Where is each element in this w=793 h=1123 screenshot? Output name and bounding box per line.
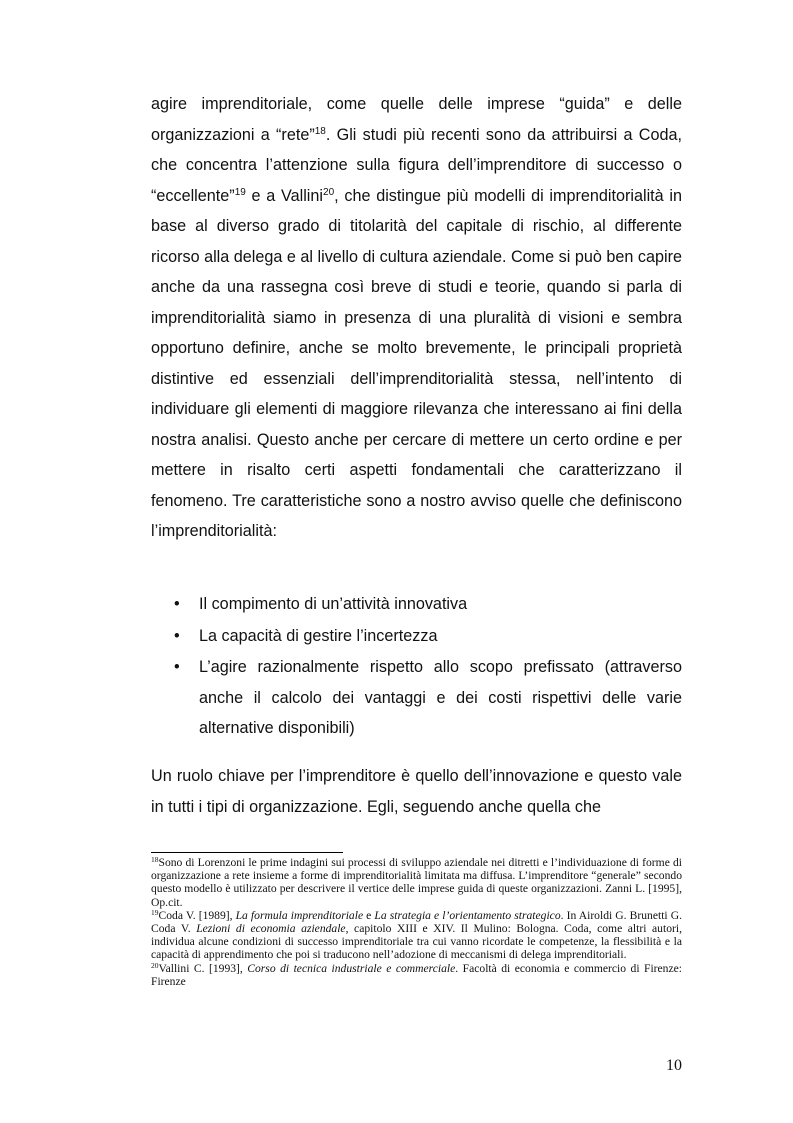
book-title: La strategia e l’orientamento strategico [374,908,561,922]
footnote-20 [151,962,682,988]
footnote-text: Vallini C. [1993], [158,961,248,975]
footnote-number: 18 [151,855,159,864]
footnote-text: . In Airoldi G. Brunetti G. Coda V. [151,908,683,936]
footnote-ref-20[interactable]: 20 [323,186,335,198]
footnote-ref-19[interactable]: 19 [234,186,246,198]
footnote-number: 19 [151,907,159,917]
footnote-text: . Facoltà di economia e commercio di Firenze: Firenze [151,961,682,988]
book-title: La formula imprenditoriale [235,908,364,922]
footnote-19 [151,909,682,962]
footnote-text: , capitolo XIII e XIV. Il Mulino: Bologna. Coda, come altri autori, individua alcune condizioni di successo imprenditoriale tra cui vanno ricordate le competenze, la flessibilità e la capacità di apprendimento che poi si traducono nell’adozione di meccanismi di delega imprenditoriali. [151,922,682,962]
paragraph-innovation: Un ruolo chiave per l’imprenditore è quello dell’innovazione e questo vale in tutti i tipi di organizzazione. Egli, seguendo anche quella che [151,767,682,816]
footnote-text: e [363,908,375,922]
footnote-text: Sono di Lorenzoni le prime indagini sui processi di sviluppo aziendale nei ditretti e l’individuazione di forme di organizzazione a rete insieme a forme di imprenditorialità limitata ma diffusa. L’imprenditore “generale” secondo questo modello è utilizzato per descrivere il vertice delle imprese guida di queste organizzazioni. Zanni L. [1995], Op.cit. [151,856,682,909]
text-run: e a Vallini [245,186,324,205]
list-item [151,621,682,652]
book-title: Lezioni di economia aziendale [196,922,346,936]
footnote-ref-18[interactable]: 18 [314,125,326,137]
text-run: agire imprenditoriale, come quelle delle imprese “guida” e delle organizzazioni a “rete” [151,95,682,144]
bullet-icon: • [174,658,180,676]
list-item [151,652,682,744]
list-item [151,589,682,620]
footnote-number: 20 [151,960,159,970]
page-number: 10 [666,1057,682,1074]
text-run: . Gli studi più recenti sono da attribuirsi a Coda, che concentra l’attenzione sulla figura dell’imprenditore di successo o “eccellente” [151,125,682,205]
book-title: Corso di tecnica industriale e commerciale [247,961,456,975]
list-item-text: La capacità di gestire l’incertezza [199,626,438,645]
text-run: , che distingue più modelli di imprenditorialità in base al diverso grado di titolarità del capitale di rischio, al differente ricorso alla delega e al livello di cultura aziendale. Come si può ben capire anche da una rassegna così breve di studi e teorie, quando si parla di imprenditorialità siamo in presenza di una pluralità di visioni e sembra opportuno definire, anche se molto brevemente, le principali proprietà distintive ed essenziali dell’imprenditorialità stessa, nell’intento di individuare gli elementi di maggiore rilevanza che interessano ai fini della nostra analisi. Questo anche per cercare di mettere un certo ordine e per mettere in risalto certi aspetti fondamentali che caratterizzano il fenomeno. Tre caratteristiche sono a nostro avviso quelle che definiscono l’imprenditorialità: [151,186,683,540]
footnotes [151,856,682,988]
characteristics-list [151,589,682,745]
footnote-divider [151,852,343,853]
footnote-18 [151,856,682,909]
list-item-text: Il compimento di un’attività innovativa [199,595,468,613]
footnote-text: Coda V. [1989], [158,908,236,922]
bullet-icon: • [174,595,180,613]
bullet-icon: • [174,626,180,645]
paragraph-intro [151,89,682,547]
list-item-text: L’agire razionalmente rispetto allo scopo prefissato (attraverso anche il calcolo dei vantaggi e dei costi rispettivi delle varie alternative disponibili) [199,658,682,737]
